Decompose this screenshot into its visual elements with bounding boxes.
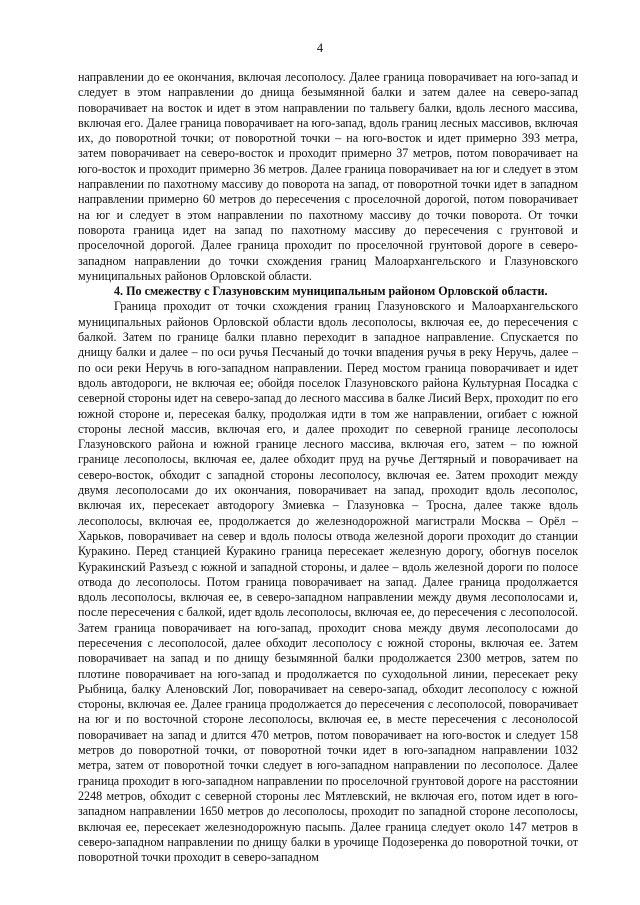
page-number: 4 <box>316 41 324 55</box>
document-body <box>78 70 578 865</box>
paragraph-continuation: направлении до ее окончания, включая лесополосу. Далее граница поворачивает на юго-запад и следует в этом направлении до днища безымянной балки и затем далее на северо-запад поворачивает на восток и идет в этом направлении по тальвегу балки, вдоль лесного массива, включая его. Далее граница поворачивает на юго-запад, вдоль границ лесных массивов, включая их, до поворотной точки; от поворотной точки – на юго-восток и идет примерно 393 метра, затем поворачивает на северо-восток и проходит примерно 37 метров, потом поворачивает на юго-восток и проходит примерно 36 метров. Далее граница поворачивает на юг и следует в этом направлении по пахотному массиву до поворота на запад, от поворотной точки идет в западном направлении примерно 60 метров до пересечения с проселочной дорогой, потом поворачивает на юг и следует в этом направлении по пахотному массиву до точки поворота. От точки поворота граница идет на запад по пахотному массиву до пересечения с грунтовой и проселочной дорогой. Далее граница проходит по проселочной грунтовой дороге в северо-западном направлении до точки схождения границ Малоархангельского и Глазуновского муниципальных районов Орловской области. <box>78 70 578 283</box>
paragraph-boundary-description: Граница проходит от точки схождения границ Глазуновского и Малоархангельского муниципальных районов Орловской области вдоль лесополосы, включая ее, до пересечения с балкой. Затем по границе балки плавно переходит в западное направление. Спускается по днищу балки и далее – по оси ручья Песчаный до точки впадения ручья в реку Неручь, далее – по оси реки Неручь в юго-западном направлении. Перед мостом граница поворачивает и идет вдоль автодороги, не включая ее; обойдя поселок Глазуновского района Культурная Посадка с северной стороны идет на северо-запад до лесного массива в балке Лисий Верх, проходит по его южной стороне и, пересекая балку, продолжая идти в том же направлении, огибает с южной стороны лесной массив, включая его, и далее проходит по северной границе лесополосы Глазуновского района и южной границе лесного массива, включая его, затем – по южной границе лесополосы, включая ее, далее обходит пруд на ручье Дегтярный и поворачивает на северо-восток, обходит с западной стороны лесополосу, включая ее. Затем проходит между двумя лесополосами до их окончания, поворачивает на запад, проходит вдоль лесополос, включая их, пересекает автодорогу Змиевка – Глазуновка – Тросна, далее также вдоль лесополосы, включая ее, продолжается до железнодорожной магистрали Москва – Орёл – Харьков, поворачивает на север и вдоль полосы отвода железной дороги проходит до станции Куракино. Перед станцией Куракино граница пересекает железную дорогу, обогнув поселок Куракинский Разъезд с южной и западной стороны, и далее – вдоль железной дороги по полосе отвода до лесополосы. Потом граница поворачивает на запад. Далее граница продолжается вдоль лесополосы, включая ее, в северо-западном направлении между двумя лесополосами и, после пересечения с балкой, идет вдоль лесополосы, включая ее, до пересечения с лесополосой. Затем граница поворачивает на юго-запад, проходит снова между двумя лесополосами до пересечения с лесополосой, далее обходит лесополосу с южной стороны, включая ее. Затем поворачивает на запад и по днищу безымянной балки продолжается 2300 метров, затем по плотине поворачивает на юго-запад и продолжается по суходольной линии, пересекает реку Рыбница, балку Аленовский Лог, поворачивает на северо-запад, обходит лесополосу с южной стороны, включая ее. Далее граница продолжается до пересечения с лесополосой, поворачивает на юг и по восточной стороне лесополосы, включая ее, в месте пересечения с лесонолосой поворачивает на запад и длится 470 метров, потом поворачивает на юго-восток и следует 158 метров до поворотной точки, от поворотной точки идет в юго-западном направлении 1032 метра, затем от поворотной точки следует в юго-западном направлении по лесополосе. Далее граница проходит в юго-западном направлении по проселочной грунтовой дороге на расстоянии 2248 метров, обходит с северной стороны лес Мятлевский, не включая его, потом идет в юго-западном направлении 1650 метров до лесополосы, проходит по западной стороне лесополосы, включая ее, пересекает железнодорожную пасыпь. Далее граница следует около 147 метров в северо-западном направлении по днищу балки в урочище Подозеренка до поворотной точки, от поворотной точки проходит в северо-западном <box>78 299 578 865</box>
section-heading: 4. По смежеству с Глазуновским муниципальным районом Орловской области. <box>114 284 548 299</box>
